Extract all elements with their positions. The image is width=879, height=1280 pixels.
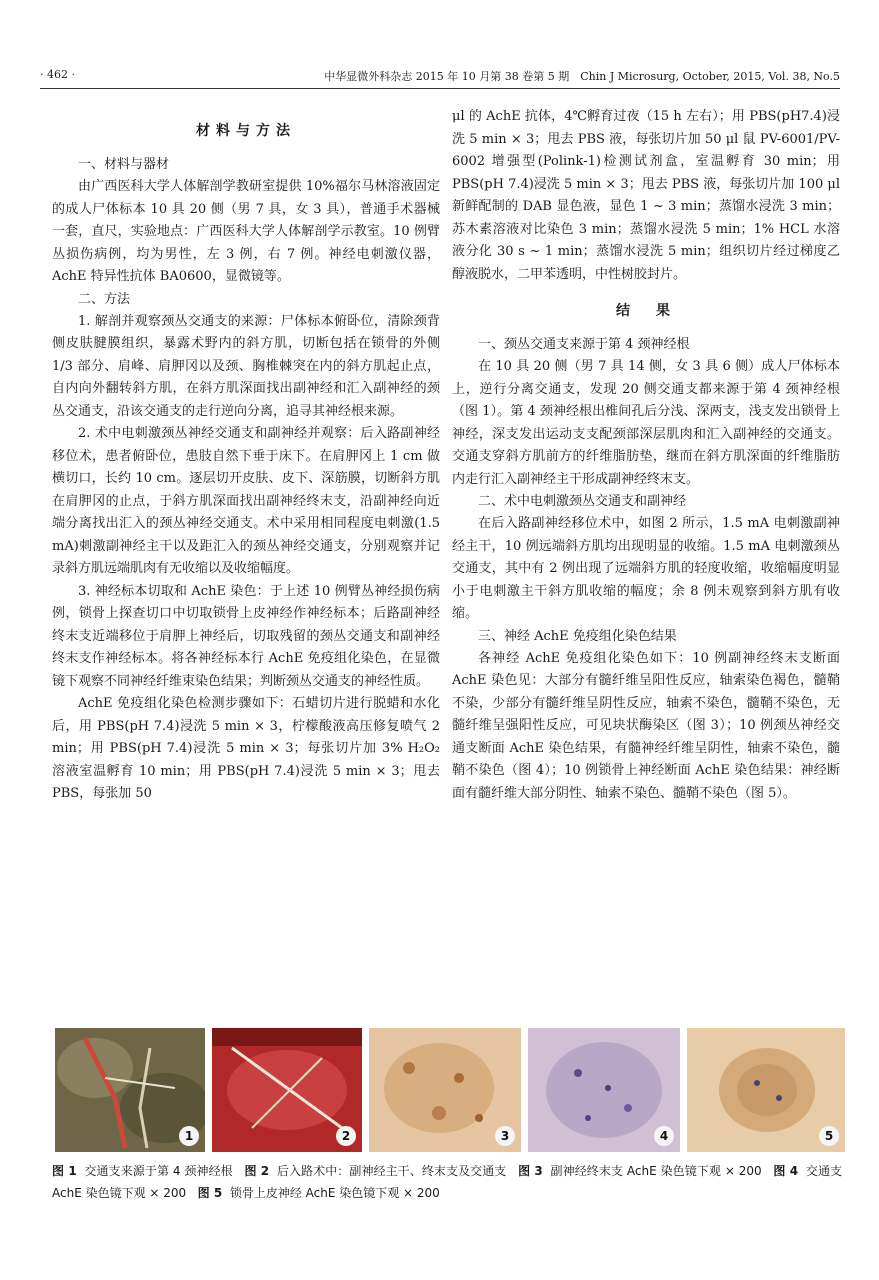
figure-number-badge: 4 xyxy=(654,1126,674,1146)
figure-strip xyxy=(55,1028,845,1152)
figure-3-micrograph xyxy=(369,1028,521,1152)
page-number: · 462 · xyxy=(40,68,75,81)
section-title-results: 结 果 xyxy=(616,303,676,319)
subsection-result-3: 三、神经 AchE 免疫组化染色结果 xyxy=(478,628,677,644)
subsection-result-1: 一、颈丛交通支来源于第 4 颈神经根 xyxy=(478,337,690,352)
figure-number-badge: 5 xyxy=(819,1126,839,1146)
paragraph-result-1: 在 10 具 20 侧（男 7 具 14 侧，女 3 具 6 侧）成人尸体标本上，逆行分离交通支，发现 20 侧交通支都来源于第 4 颈神经根（图 1）。第 4 颈神经根出椎间孔后分浅、深两支，浅支发出锁骨上神经，深支发出运动支支配颈部深层肌肉和汇入副神经的交通支。交通支穿斜方肌前方的纤维脂肪垫，继而在斜方肌深面的纤维脂肪内走行汇入副神经主干形成副神经终末支。 xyxy=(452,359,840,487)
subsection-materials: 一、材料与器材 xyxy=(78,157,170,172)
caption-text-1: 交通支来源于第 4 颈神经根 xyxy=(84,1164,233,1178)
subsection-methods: 二、方法 xyxy=(78,291,131,307)
figure-5-micrograph xyxy=(687,1028,845,1152)
caption-label-4: 图 4 xyxy=(773,1164,799,1178)
figure-captions xyxy=(52,1160,842,1204)
figure-4-micrograph xyxy=(528,1028,680,1152)
caption-label-5: 图 5 xyxy=(197,1186,223,1200)
caption-label-1: 图 1 xyxy=(52,1164,77,1178)
subsection-result-2: 二、术中电刺激颈丛交通支和副神经 xyxy=(478,494,687,509)
right-column xyxy=(452,106,840,805)
paragraph-dissection: 1. 解剖并观察颈丛交通支的来源：尸体标本俯卧位，清除颈背侧皮肤腱膜组织，暴露术野内的斜方肌，切断包括在锁骨的外侧 1/3 部分、肩峰、肩胛冈以及颈、胸椎棘突在内的斜方肌起止点，自内向外翻转斜方肌，在斜方肌深面找出副神经和汇入副神经的颈丛交通支，沿该交通支的走行逆向分离，追寻其神经根来源。 xyxy=(52,313,440,419)
paragraph-result-3: 各神经 AchE 免疫组化染色如下：10 例副神经终末支断面 AchE 染色见：大部分有髓纤维呈阳性反应，轴索染色褐色，髓鞘不染，少部分有髓纤维呈阴性反应，轴索不染色，髓鞘不染色，无髓纤维呈强阳性反应，可见块状酶染区（图 3）；10 例颈丛神经交通支断面 AchE 染色结果，有髓神经纤维呈阴性，轴索不染色，髓鞘不染色（图 4）；10 例锁骨上神经断面 AchE 染色结果：神经断面有髓纤维大部分阴性、轴索不染色、髓鞘不染色（图 5）。 xyxy=(452,650,840,801)
paragraph-protocol: AchE 免疫组化染色检测步骤如下：石蜡切片进行脱蜡和水化后，用 PBS(pH 7.4)浸洗 5 min × 3，柠檬酸液高压修复喷气 2 min；用 PBS(pH 7.4)浸洗 5 min × 3；每张切片加 3% H₂O₂ 溶液室温孵育 10 min；用 PBS(pH 7.4)浸洗 5 min × 3；甩去 PBS，每张加 50 xyxy=(52,696,440,801)
journal-citation: 中华显微外科杂志 2015 年 10 月第 38 卷第 5 期 Chin J Microsurg, October, 2015, Vol. 38, No.5 xyxy=(324,70,840,83)
caption-label-2: 图 2 xyxy=(244,1164,270,1178)
figure-1-photo xyxy=(55,1028,205,1152)
figure-number-badge: 1 xyxy=(179,1126,199,1146)
paragraph-result-2: 在后入路副神经移位术中，如图 2 所示，1.5 mA 电刺激副神经主干，10 例远端斜方肌均出现明显的收缩。1.5 mA 电刺激颈丛交通支，其中有 2 例出现了远端斜方肌的轻度收缩，收缩幅度明显小于电刺激主干斜方肌收缩的幅度；余 8 例未观察到斜方肌有收缩。 xyxy=(452,516,840,621)
running-header xyxy=(40,64,840,89)
caption-label-3: 图 3 xyxy=(518,1164,543,1178)
figure-2-photo xyxy=(212,1028,362,1152)
caption-text-5: 锁骨上皮神经 AchE 染色镜下观 × 200 xyxy=(229,1186,440,1200)
caption-text-3: 副神经终末支 AchE 染色镜下观 × 200 xyxy=(550,1164,762,1178)
paragraph-staining: 3. 神经标本切取和 AchE 染色：于上述 10 例臂丛神经损伤病例，锁骨上探查切口中切取锁骨上皮神经作神经标本；后路副神经终末支近端移位于肩胛上神经后，切取残留的颈丛交通支和副神经终末支作神经标本。将各神经标本行 AchE 免疫组化染色，在显微镜下观察不同神经纤维束染色结果；判断颈丛交通支的神经性质。 xyxy=(52,583,440,689)
caption-text-2: 后入路术中：副神经主干、终末支及交通支 xyxy=(276,1164,507,1178)
caption-text-4: 交通支 AchE 染色镜下观 × 200 xyxy=(52,1164,843,1200)
paragraph-materials: 由广西医科大学人体解剖学教研室提供 10%福尔马林溶液固定的成人尸体标本 10 具 20 侧（男 7 具，女 3 具），普通手术器械一套，直尺，实验地点：广西医科大学人体解剖学示教室。10 例臂丛损伤病例，均为男性，左 3 例，右 7 例。神经电刺激仪器，AchE 特异性抗体 BA0600，显微镜等。 xyxy=(52,179,440,284)
left-column xyxy=(52,106,440,806)
figure-number-badge: 2 xyxy=(336,1126,356,1146)
section-title-methods: 材料与方法 xyxy=(196,123,296,139)
paragraph-protocol-cont: μl 的 AchE 抗体，4℃孵育过夜（15 h 左右）；用 PBS(pH7.4)浸洗 5 min × 3；甩去 PBS 液，每张切片加 50 μl 鼠 PV-6001/PV-6002 增强型(Polink-1)检测试剂盒，室温孵育 30 min；用 PBS(pH 7.4)浸洗 5 min × 3；甩去 PBS 液，每张切片加 100 μl 新鲜配制的 DAB 显色液，显色 1 ~ 3 min；蒸馏水浸洗 3 min；苏木素溶液对比染色 3 min；蒸馏水浸洗 5 min；1% HCL 水溶液分化 30 s ~ 1 min；蒸馏水浸洗 5 min；组织切片经过梯度乙醇液脱水，二甲苯透明，中性树胶封片。 xyxy=(452,109,840,282)
figure-number-badge: 3 xyxy=(495,1126,515,1146)
paragraph-stimulation: 2. 术中电刺激颈丛神经交通支和副神经并观察：后入路副神经移位术，患者俯卧位，患肢自然下垂于床下。在肩胛冈上 1 cm 做横切口，长约 10 cm。逐层切开皮肤、皮下、深筋膜，切断斜方肌在肩胛冈的止点，于斜方肌深面找出副神经终末支，沿副神经向近端分离找出汇入的颈丛神经交通支。术中采用相同程度电刺激(1.5 mA)刺激副神经主干以及距汇入的颈丛神经交通支，分别观察并记录斜方肌远端肌肉有无收缩以及收缩幅度。 xyxy=(52,426,440,576)
